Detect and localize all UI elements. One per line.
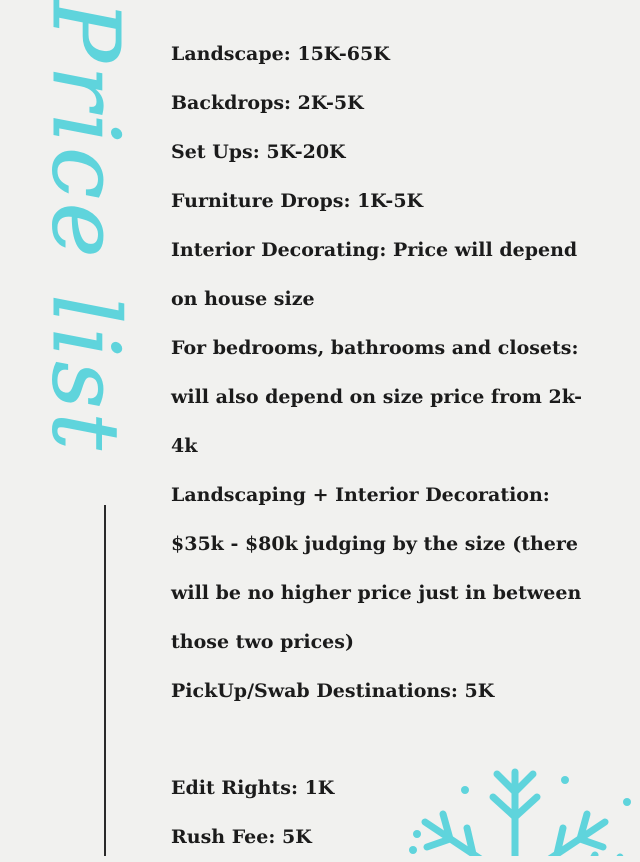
vertical-divider bbox=[104, 505, 106, 856]
price-line-furniture-drops: Furniture Drops: 1K-5K bbox=[171, 190, 424, 212]
price-list-script-title bbox=[0, 0, 170, 460]
price-line-spacer bbox=[171, 716, 633, 764]
price-line-rush-fee: Rush Fee: 5K bbox=[171, 826, 312, 848]
snowflake-icon bbox=[405, 762, 640, 856]
price-line-landscaping-interior-cont: $35k - $80k judging by the size (there bbox=[171, 533, 578, 555]
script-title-text: Price list bbox=[32, 0, 140, 454]
price-line-bedrooms-cont-2: 4k bbox=[171, 435, 198, 457]
price-line-landscaping-interior-cont-3: those two prices) bbox=[171, 631, 354, 653]
price-line-landscaping-interior-cont-2: will be no higher price just in between bbox=[171, 582, 582, 604]
price-line-interior-decorating: Interior Decorating: Price will depend bbox=[171, 239, 578, 261]
price-line-landscaping-interior: Landscaping + Interior Decoration: bbox=[171, 484, 550, 506]
price-line-bedrooms-cont: will also depend on size price from 2k- bbox=[171, 386, 582, 408]
price-line-backdrops: Backdrops: 2K-5K bbox=[171, 92, 364, 114]
price-line-bedrooms: For bedrooms, bathrooms and closets: bbox=[171, 337, 579, 359]
price-line-interior-decorating-cont: on house size bbox=[171, 288, 315, 310]
price-line-edit-rights: Edit Rights: 1K bbox=[171, 777, 335, 799]
price-list-body bbox=[171, 30, 633, 862]
price-line-landscape: Landscape: 15K-65K bbox=[171, 43, 390, 65]
price-line-set-ups: Set Ups: 5K-20K bbox=[171, 141, 346, 163]
price-line-pickup-swab: PickUp/Swab Destinations: 5K bbox=[171, 680, 495, 702]
